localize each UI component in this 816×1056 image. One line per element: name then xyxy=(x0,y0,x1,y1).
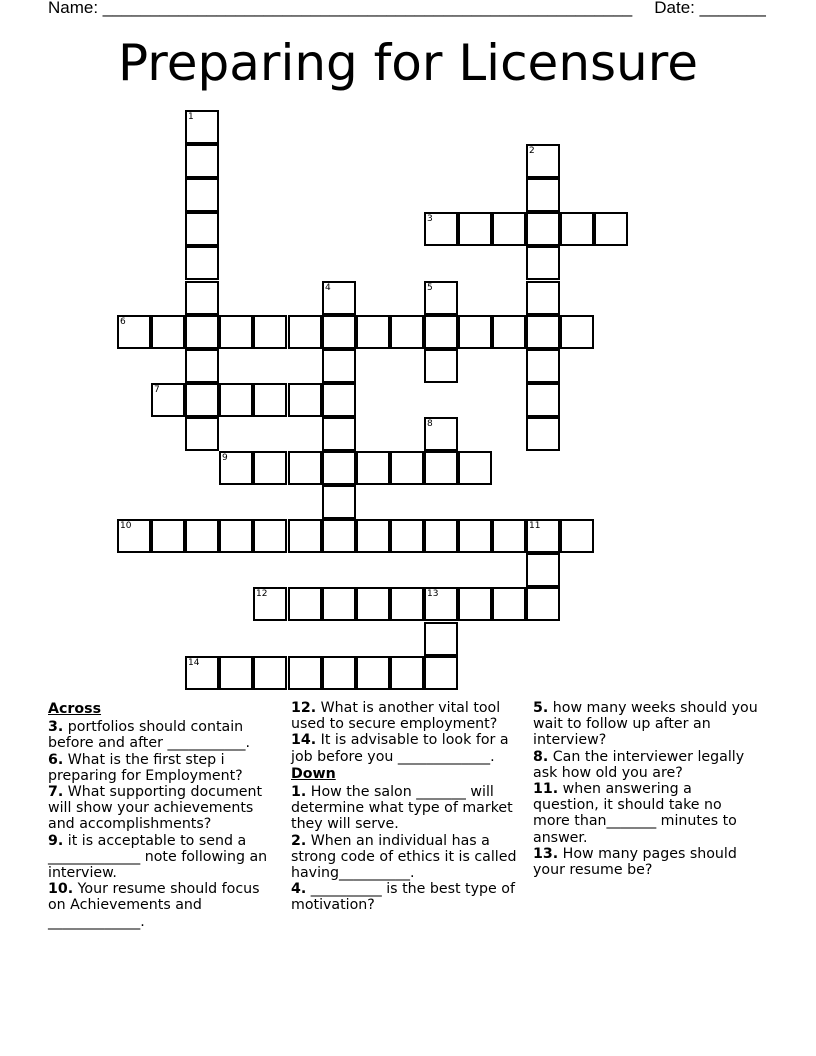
clue-number: 13 xyxy=(427,589,439,599)
grid-cell[interactable] xyxy=(253,587,287,621)
grid-cell[interactable] xyxy=(253,451,287,485)
grid-cell[interactable] xyxy=(185,383,219,417)
grid-cell[interactable] xyxy=(185,656,219,690)
clue-item-number: 12. xyxy=(291,700,317,716)
clue-number: 6 xyxy=(120,317,126,327)
clue-item xyxy=(48,881,280,930)
clue-item-text: What supporting document will show your achievements and accomplishments? xyxy=(48,784,263,833)
clues-column-1 xyxy=(48,700,280,930)
grid-cell[interactable] xyxy=(526,349,560,383)
grid-cell[interactable] xyxy=(185,178,219,212)
clue-item-text: Can the interviewer legally ask how old you are? xyxy=(533,748,745,781)
grid-cell[interactable] xyxy=(424,587,458,621)
grid-cell[interactable] xyxy=(219,451,253,485)
grid-cell[interactable] xyxy=(526,144,560,178)
grid-cell[interactable] xyxy=(322,519,356,553)
grid-cell[interactable] xyxy=(526,281,560,315)
clue-item-text: How the salon _______ will determine what type of market they will serve. xyxy=(291,784,513,833)
grid-cell[interactable] xyxy=(219,656,253,690)
down-clue-list-continued xyxy=(533,700,761,878)
grid-cell[interactable] xyxy=(458,451,492,485)
clue-item xyxy=(291,700,523,732)
grid-cell[interactable] xyxy=(526,553,560,587)
clue-item-number: 5. xyxy=(533,700,549,716)
grid-cell[interactable] xyxy=(322,587,356,621)
grid-cell[interactable] xyxy=(390,656,424,690)
date-field-label[interactable]: Date: _______ xyxy=(654,0,766,17)
clue-number: 3 xyxy=(427,214,433,224)
grid-cell[interactable] xyxy=(185,519,219,553)
grid-cell[interactable] xyxy=(322,383,356,417)
clue-item xyxy=(291,833,523,882)
clue-item-text: What is the first step i preparing for Employment? xyxy=(48,751,243,784)
clue-item-text: it is acceptable to send a _____________ note following an interview. xyxy=(48,832,268,882)
grid-cell[interactable] xyxy=(356,587,390,621)
grid-cell[interactable] xyxy=(185,281,219,315)
clues-column-2 xyxy=(291,700,523,914)
grid-cell[interactable] xyxy=(288,519,322,553)
clue-item xyxy=(48,719,280,751)
clue-number: 4 xyxy=(325,283,331,293)
clue-item-number: 6. xyxy=(48,751,64,768)
clue-number: 8 xyxy=(427,419,433,429)
clue-item-text: __________ is the best type of motivation? xyxy=(291,881,515,914)
grid-cell[interactable] xyxy=(322,281,356,315)
grid-cell[interactable] xyxy=(424,349,458,383)
grid-cell[interactable] xyxy=(424,212,458,246)
grid-cell[interactable] xyxy=(424,451,458,485)
clue-number: 12 xyxy=(256,589,268,599)
grid-cell[interactable] xyxy=(492,315,526,349)
grid-cell[interactable] xyxy=(322,485,356,519)
grid-cell[interactable] xyxy=(322,315,356,349)
grid-cell[interactable] xyxy=(288,656,322,690)
grid-cell[interactable] xyxy=(594,212,628,246)
clue-item xyxy=(291,881,523,913)
clue-item-number: 7. xyxy=(48,784,64,801)
clue-number: 9 xyxy=(222,453,228,463)
name-field-label[interactable]: Name: ________________________________________________________ xyxy=(48,0,633,17)
grid-cell[interactable] xyxy=(492,519,526,553)
grid-cell[interactable] xyxy=(117,519,151,553)
grid-cell[interactable] xyxy=(390,315,424,349)
page-title: Preparing for Licensure xyxy=(118,34,698,92)
clue-number: 5 xyxy=(427,283,433,293)
clue-number: 2 xyxy=(529,146,535,156)
grid-cell[interactable] xyxy=(253,519,287,553)
grid-cell[interactable] xyxy=(560,519,594,553)
clue-item xyxy=(533,749,761,781)
grid-cell[interactable] xyxy=(390,451,424,485)
clue-item-number: 11. xyxy=(533,781,559,798)
grid-cell[interactable] xyxy=(322,451,356,485)
clue-number: 11 xyxy=(529,521,541,531)
grid-cell[interactable] xyxy=(185,349,219,383)
grid-cell[interactable] xyxy=(253,656,287,690)
clue-item-text: What is another vital tool used to secure employment? xyxy=(291,700,501,733)
clue-item-number: 4. xyxy=(291,881,307,898)
clue-item-number: 2. xyxy=(291,832,307,849)
grid-cell[interactable] xyxy=(424,656,458,690)
grid-cell[interactable] xyxy=(560,212,594,246)
across-clue-list-continued xyxy=(291,700,523,765)
clue-item xyxy=(291,732,523,764)
grid-cell[interactable] xyxy=(526,178,560,212)
clue-number: 7 xyxy=(154,385,160,395)
grid-cell[interactable] xyxy=(390,519,424,553)
clue-item-text: how many weeks should you wait to follow up after an interview? xyxy=(533,700,758,749)
clue-item-text: portfolios should contain before and after ___________. xyxy=(48,719,250,752)
grid-cell[interactable] xyxy=(288,315,322,349)
grid-cell[interactable] xyxy=(185,212,219,246)
grid-cell[interactable] xyxy=(288,451,322,485)
grid-cell[interactable] xyxy=(219,383,253,417)
clue-item-text: It is advisable to look for a job before you _____________. xyxy=(291,732,509,765)
clue-item xyxy=(48,784,280,833)
grid-cell[interactable] xyxy=(526,315,560,349)
grid-cell[interactable] xyxy=(356,519,390,553)
grid-cell[interactable] xyxy=(424,622,458,656)
grid-cell[interactable] xyxy=(526,383,560,417)
clue-number: 14 xyxy=(188,658,200,668)
grid-cell[interactable] xyxy=(492,587,526,621)
grid-cell[interactable] xyxy=(185,315,219,349)
clue-item-number: 1. xyxy=(291,784,307,801)
grid-cell[interactable] xyxy=(526,587,560,621)
across-clue-list xyxy=(48,719,280,930)
grid-cell[interactable] xyxy=(424,281,458,315)
grid-cell[interactable] xyxy=(117,315,151,349)
clue-item-number: 8. xyxy=(533,748,549,765)
clue-item-number: 9. xyxy=(48,832,64,849)
grid-cell[interactable] xyxy=(322,417,356,451)
down-heading: Down xyxy=(291,765,336,782)
grid-cell[interactable] xyxy=(151,315,185,349)
grid-cell[interactable] xyxy=(185,110,219,144)
grid-cell[interactable] xyxy=(185,417,219,451)
grid-cell[interactable] xyxy=(526,417,560,451)
clue-number: 1 xyxy=(188,112,194,122)
grid-cell[interactable] xyxy=(288,587,322,621)
across-heading: Across xyxy=(48,701,102,717)
clues-column-3 xyxy=(533,700,761,878)
grid-cell[interactable] xyxy=(356,451,390,485)
clue-item xyxy=(291,784,523,833)
clue-item-text: When an individual has a strong code of ethics it is called having__________. xyxy=(291,832,517,882)
clue-item xyxy=(533,700,761,749)
clue-item-text: Your resume should focus on Achievements and _____________. xyxy=(48,881,260,930)
clue-item-number: 3. xyxy=(48,719,64,736)
grid-cell[interactable] xyxy=(526,212,560,246)
grid-cell[interactable] xyxy=(424,519,458,553)
grid-cell[interactable] xyxy=(356,656,390,690)
clue-item xyxy=(533,846,761,878)
grid-cell[interactable] xyxy=(185,246,219,280)
clue-item-number: 13. xyxy=(533,845,559,862)
grid-cell[interactable] xyxy=(288,383,322,417)
grid-cell[interactable] xyxy=(219,519,253,553)
grid-cell[interactable] xyxy=(424,315,458,349)
grid-cell[interactable] xyxy=(185,144,219,178)
grid-cell[interactable] xyxy=(560,315,594,349)
clue-item xyxy=(533,781,761,846)
clue-item xyxy=(48,833,280,882)
grid-cell[interactable] xyxy=(526,246,560,280)
clue-item-text: How many pages should your resume be? xyxy=(533,845,737,879)
grid-cell[interactable] xyxy=(322,349,356,383)
grid-cell[interactable] xyxy=(424,417,458,451)
down-clue-list xyxy=(291,784,523,914)
grid-cell[interactable] xyxy=(458,587,492,621)
grid-cell[interactable] xyxy=(219,315,253,349)
grid-cell[interactable] xyxy=(526,519,560,553)
grid-cell[interactable] xyxy=(458,315,492,349)
grid-cell[interactable] xyxy=(322,656,356,690)
clue-item-text: when answering a question, it should take no more than_______ minutes to answer. xyxy=(533,781,737,846)
clue-number: 10 xyxy=(120,521,132,531)
grid-cell[interactable] xyxy=(253,315,287,349)
grid-cell[interactable] xyxy=(151,383,185,417)
grid-cell[interactable] xyxy=(253,383,287,417)
grid-cell[interactable] xyxy=(151,519,185,553)
name-date-line xyxy=(48,0,768,18)
grid-cell[interactable] xyxy=(458,212,492,246)
grid-cell[interactable] xyxy=(356,315,390,349)
clue-item xyxy=(48,752,280,784)
grid-cell[interactable] xyxy=(492,212,526,246)
grid-cell[interactable] xyxy=(390,587,424,621)
clue-item-number: 14. xyxy=(291,732,317,749)
grid-cell[interactable] xyxy=(458,519,492,553)
clue-item-number: 10. xyxy=(48,881,74,898)
